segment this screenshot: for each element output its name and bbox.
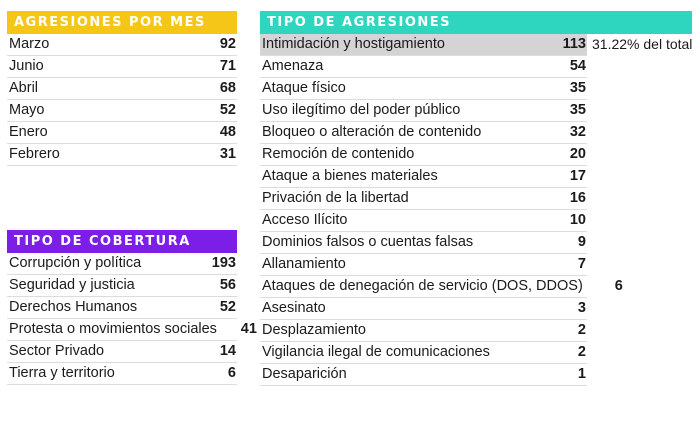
row-label: Mayo	[9, 102, 45, 118]
table-row	[260, 210, 587, 232]
row-value: 2	[577, 322, 586, 338]
table-row	[7, 122, 237, 144]
table-row	[260, 56, 587, 78]
row-label: Desaparición	[262, 366, 347, 382]
row-label: Marzo	[9, 36, 50, 52]
table-row	[7, 253, 237, 275]
table-row	[7, 100, 237, 122]
row-value: 17	[569, 168, 586, 184]
row-label: Ataque a bienes materiales	[262, 168, 438, 184]
row-value: 54	[569, 58, 586, 74]
row-label: Acceso Ilícito	[262, 212, 348, 228]
table-row	[260, 232, 587, 254]
row-label: Protesta o movimientos sociales	[9, 321, 217, 337]
row-value: 16	[569, 190, 586, 206]
row-value: 68	[219, 80, 236, 96]
row-value: 2	[577, 344, 586, 360]
row-value: 92	[219, 36, 236, 52]
row-label: Asesinato	[262, 300, 326, 316]
row-value: 113	[562, 36, 586, 52]
row-value: 14	[219, 343, 236, 359]
row-value: 52	[219, 102, 236, 118]
row-label: Enero	[9, 124, 48, 140]
row-label: Remoción de contenido	[262, 146, 415, 162]
table-row	[260, 276, 623, 298]
table-row	[260, 100, 587, 122]
table-row	[260, 78, 587, 100]
months-table	[7, 11, 237, 166]
row-value: 32	[569, 124, 586, 140]
row-value: 9	[577, 234, 586, 250]
row-label: Desplazamiento	[262, 322, 366, 338]
row-label: Corrupción y política	[9, 255, 142, 271]
table-row	[7, 275, 237, 297]
row-value: 10	[569, 212, 586, 228]
table-row	[260, 166, 587, 188]
row-label: Ataque físico	[262, 80, 346, 96]
table-row	[260, 364, 587, 386]
row-label: Privación de la libertad	[262, 190, 409, 206]
table-row	[260, 342, 587, 364]
row-label: Ataques de denegación de servicio (DOS, DDOS)	[262, 278, 583, 294]
row-label: Dominios falsos o cuentas falsas	[262, 234, 474, 250]
aggression-types-table	[260, 11, 693, 386]
row-label: Allanamiento	[262, 256, 346, 272]
table-row	[7, 363, 237, 385]
row-value: 52	[219, 299, 236, 315]
row-value: 31	[219, 146, 236, 162]
aggression-types-table-title: TIPO DE AGRESIONES	[260, 11, 692, 34]
table-row	[7, 144, 237, 166]
table-row	[7, 78, 237, 100]
table-row	[7, 341, 237, 363]
row-value: 35	[569, 80, 586, 96]
table-row	[260, 34, 693, 56]
row-label: Bloqueo o alteración de contenido	[262, 124, 482, 140]
coverage-table	[7, 230, 257, 385]
row-label: Vigilancia ilegal de comunicaciones	[262, 344, 490, 360]
table-row	[7, 56, 237, 78]
row-value: 48	[219, 124, 236, 140]
row-label: Amenaza	[262, 58, 324, 74]
row-label: Derechos Humanos	[9, 299, 138, 315]
table-row	[260, 298, 587, 320]
row-value: 6	[614, 278, 623, 294]
table-row	[7, 319, 257, 341]
row-value: 6	[227, 365, 236, 381]
row-value: 1	[577, 366, 586, 382]
row-label: Febrero	[9, 146, 60, 162]
row-label: Junio	[9, 58, 44, 74]
row-value: 41	[240, 321, 257, 337]
row-value: 193	[211, 255, 236, 271]
row-value: 56	[219, 277, 236, 293]
table-row	[260, 320, 587, 342]
row-label: Seguridad y justicia	[9, 277, 135, 293]
row-label: Uso ilegítimo del poder público	[262, 102, 461, 118]
row-label: Tierra y territorio	[9, 365, 115, 381]
coverage-table-title: TIPO DE COBERTURA	[7, 230, 237, 253]
row-value: 3	[577, 300, 586, 316]
table-row	[260, 188, 587, 210]
months-table-title: AGRESIONES POR MES	[7, 11, 237, 34]
row-value: 71	[219, 58, 236, 74]
row-value: 7	[577, 256, 586, 272]
row-label: Abril	[9, 80, 39, 96]
table-row	[260, 122, 587, 144]
row-value: 35	[569, 102, 586, 118]
row-label: Intimidación y hostigamiento	[262, 36, 445, 52]
table-row	[260, 144, 587, 166]
table-row	[260, 254, 587, 276]
table-row	[7, 297, 237, 319]
row-value: 20	[569, 146, 586, 162]
table-row	[7, 34, 237, 56]
row-label: Sector Privado	[9, 343, 105, 359]
row-percentage-note: 31.22% del total	[592, 36, 693, 52]
